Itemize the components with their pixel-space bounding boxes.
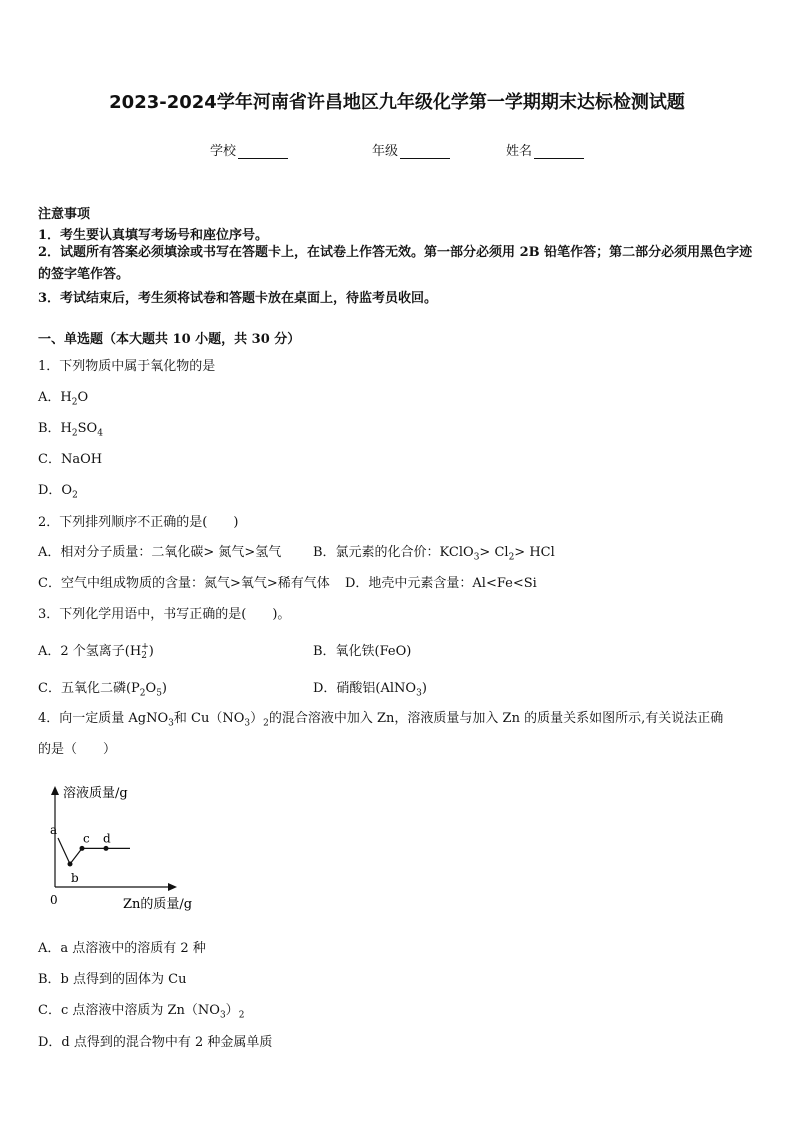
grade-label: 年级 (372, 144, 399, 159)
question-4-stem-cont: 的是（ ） (38, 742, 117, 757)
x-axis-arrow (168, 883, 177, 891)
name-field (506, 140, 584, 159)
point-c (80, 846, 85, 851)
question-3-stem: 3．下列化学用语中，书写正确的是( )。 (38, 607, 291, 622)
q1-option-b: B．$H_2SO_4$ (38, 421, 103, 439)
q3-option-a: A．2 个氢离子(H + 2 ) (38, 641, 154, 661)
series-line (58, 838, 130, 864)
q4-chart (0, 770, 260, 920)
point-label-c: c (83, 831, 90, 846)
question-1-stem: 1．下列物质中属于氧化物的是 (38, 359, 216, 374)
point-label-d: d (103, 831, 111, 846)
point-label-b: b (71, 871, 79, 885)
section-heading: 一、单选题（本大题共 10 小题，共 30 分） (38, 332, 301, 347)
q1-option-a: A．$H_2O$ (38, 390, 89, 408)
q2-option-c: C．空气中组成物质的含量：氮气>氧气>稀有气体 (38, 576, 330, 591)
point-label-a: a (50, 823, 58, 837)
point-d (104, 846, 109, 851)
q4-option-a: A．a 点溶液中的溶质有 2 种 (38, 941, 206, 956)
q4-option-c: C．c 点溶液中溶质为 $Zn(NO_3)_2$ (38, 1003, 245, 1021)
notes-heading: 注意事项 (38, 207, 91, 222)
q3-option-b: B．氧化铁(FeO) (313, 644, 412, 659)
name-label: 姓名 (506, 144, 533, 159)
q2-option-a: A．相对分子质量：二氧化碳> 氮气>氢气 (38, 545, 282, 560)
grade-field (372, 140, 450, 159)
note-item: 1．考生要认真填写考场号和座位序号。 (38, 228, 269, 243)
school-field (210, 140, 288, 159)
school-label: 学校 (210, 144, 237, 159)
q1-option-d: D．$O_2$ (38, 483, 78, 501)
q2-option-d: D．地壳中元素含量：Al<Fe<Si (345, 576, 537, 591)
grade-blank (400, 145, 450, 159)
name-blank (534, 145, 584, 159)
question-2-stem: 2．下列排列顺序不正确的是( ) (38, 515, 239, 530)
school-blank (238, 145, 288, 159)
q2-option-b: B．氯元素的化合价：KClO$_3$> $Cl_2>$ HCl (313, 545, 555, 563)
q3-option-d: D．硝酸铝(AlNO$_3$) (313, 681, 427, 699)
q4-option-b: B．b 点得到的固体为 Cu (38, 972, 187, 987)
y-axis-label: 溶液质量/g (63, 786, 128, 801)
note-item: 3．考试结束后，考生须将试卷和答题卡放在桌面上，待监考员收回。 (38, 291, 438, 306)
q3-option-c: C．五氧化二磷$(P_2O_5)$ (38, 681, 167, 699)
q4-option-d: D．d 点得到的混合物中有 2 种金属单质 (38, 1035, 273, 1050)
y-axis-arrow (51, 786, 59, 795)
point-b (68, 862, 73, 867)
page-title: 2023-2024学年河南省许昌地区九年级化学第一学期期末达标检测试题 (109, 92, 685, 113)
origin-label: 0 (50, 893, 58, 907)
q1-option-c: C．NaOH (38, 452, 103, 467)
note-item: 2．试题所有答案必须填涂或书写在答题卡上，在试卷上作答无效。第一部分必须用 2B 铅笔作答；第二部分必须用黑色字迹的签字笔作答。 (38, 245, 753, 282)
question-4-stem: 4．向一定质量 AgNO$_3$和 $Cu(NO_3)_2$的混合溶液中加入 Zn，溶液质量与加入 Zn 的质量关系如图所示,有关说法正确 (38, 711, 724, 729)
x-axis-label: Zn的质量/g (123, 897, 193, 912)
